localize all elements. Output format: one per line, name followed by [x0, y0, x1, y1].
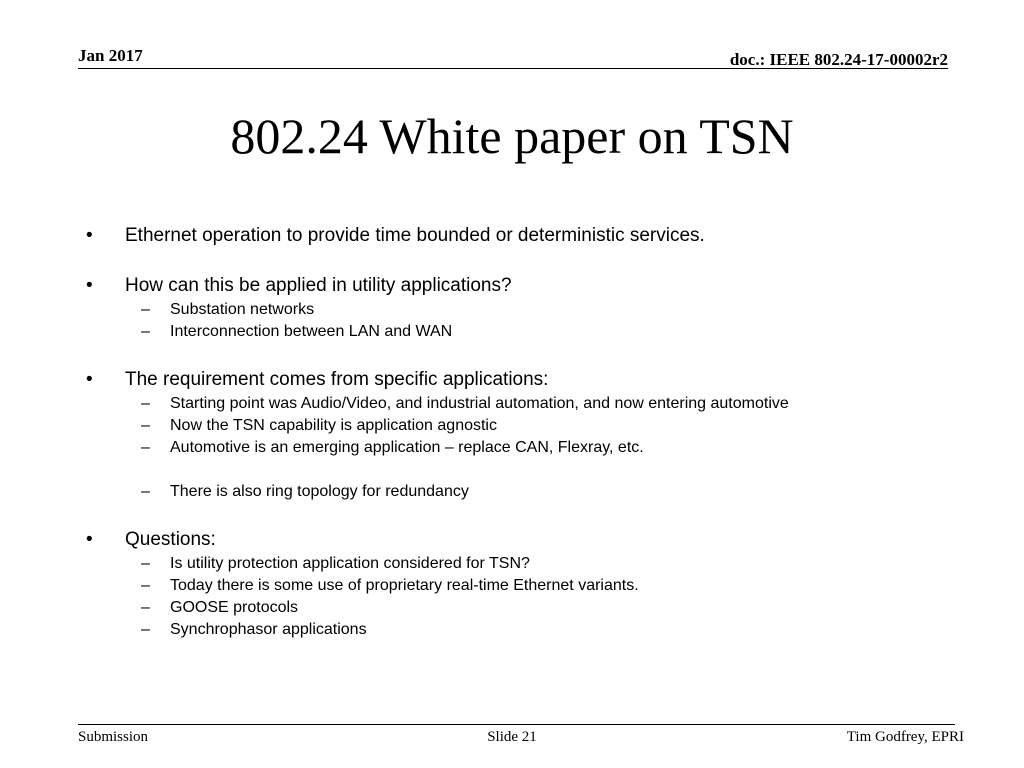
- dash-marker: –: [141, 417, 150, 434]
- sub-bullet-item: [86, 481, 966, 503]
- sub-bullet-text: Is utility protection application considered for TSN?: [170, 555, 530, 572]
- footer-author: Tim Godfrey, EPRI: [846, 729, 964, 745]
- sub-bullet-text: Now the TSN capability is application agnostic: [170, 417, 497, 434]
- bullet-text: Questions:: [125, 529, 216, 550]
- sub-bullet-text: Today there is some use of proprietary real-time Ethernet variants.: [170, 577, 639, 594]
- sub-bullet-text: Interconnection between LAN and WAN: [170, 323, 453, 340]
- sub-bullet-item: [86, 575, 966, 597]
- bullet-item: [86, 222, 966, 249]
- dash-marker: –: [141, 323, 150, 340]
- bullet-text: The requirement comes from specific applications:: [125, 369, 549, 390]
- sub-bullet-item: [86, 299, 966, 321]
- bullet-marker: •: [86, 275, 93, 296]
- header-document-id: doc.: IEEE 802.24-17-00002r2: [729, 50, 948, 69]
- bullet-item: [86, 366, 966, 393]
- dash-marker: –: [141, 395, 150, 412]
- sub-bullet-text: Synchrophasor applications: [170, 621, 367, 638]
- sub-bullet-text: There is also ring topology for redundancy: [170, 483, 469, 500]
- header-date: Jan 2017: [78, 46, 143, 65]
- sub-bullet-item: [86, 321, 966, 343]
- dash-marker: –: [141, 621, 150, 638]
- bullet-item: [86, 526, 966, 553]
- sub-bullet-text: Starting point was Audio/Video, and industrial automation, and now entering automotive: [170, 395, 789, 412]
- bullet-marker: •: [86, 225, 93, 246]
- dash-marker: –: [141, 439, 150, 456]
- dash-marker: –: [141, 483, 150, 500]
- bullet-text: How can this be applied in utility applications?: [125, 275, 512, 296]
- footer-slide-number: Slide 21: [487, 729, 537, 745]
- bullet-marker: •: [86, 369, 93, 390]
- bullet-text: Ethernet operation to provide time bounded or deterministic services.: [125, 225, 705, 246]
- dash-marker: –: [141, 577, 150, 594]
- sub-bullet-text: GOOSE protocols: [170, 599, 299, 616]
- sub-bullet-item: [86, 415, 966, 437]
- footer-submission: Submission: [78, 729, 149, 745]
- slide-body: [86, 222, 966, 641]
- sub-bullet-item: [86, 393, 966, 415]
- dash-marker: –: [141, 599, 150, 616]
- bullet-marker: •: [86, 529, 93, 550]
- sub-bullet-text: Automotive is an emerging application – replace CAN, Flexray, etc.: [170, 439, 644, 456]
- sub-bullet-item: [86, 597, 966, 619]
- header-divider: [78, 68, 948, 69]
- footer-divider: [78, 724, 955, 725]
- dash-marker: –: [141, 301, 150, 318]
- slide-title: 802.24 White paper on TSN: [230, 108, 794, 164]
- sub-bullet-item: [86, 619, 966, 641]
- bullet-item: [86, 272, 966, 299]
- sub-bullet-text: Substation networks: [170, 301, 315, 318]
- sub-bullet-item: [86, 553, 966, 575]
- dash-marker: –: [141, 555, 150, 572]
- sub-bullet-item: [86, 437, 966, 459]
